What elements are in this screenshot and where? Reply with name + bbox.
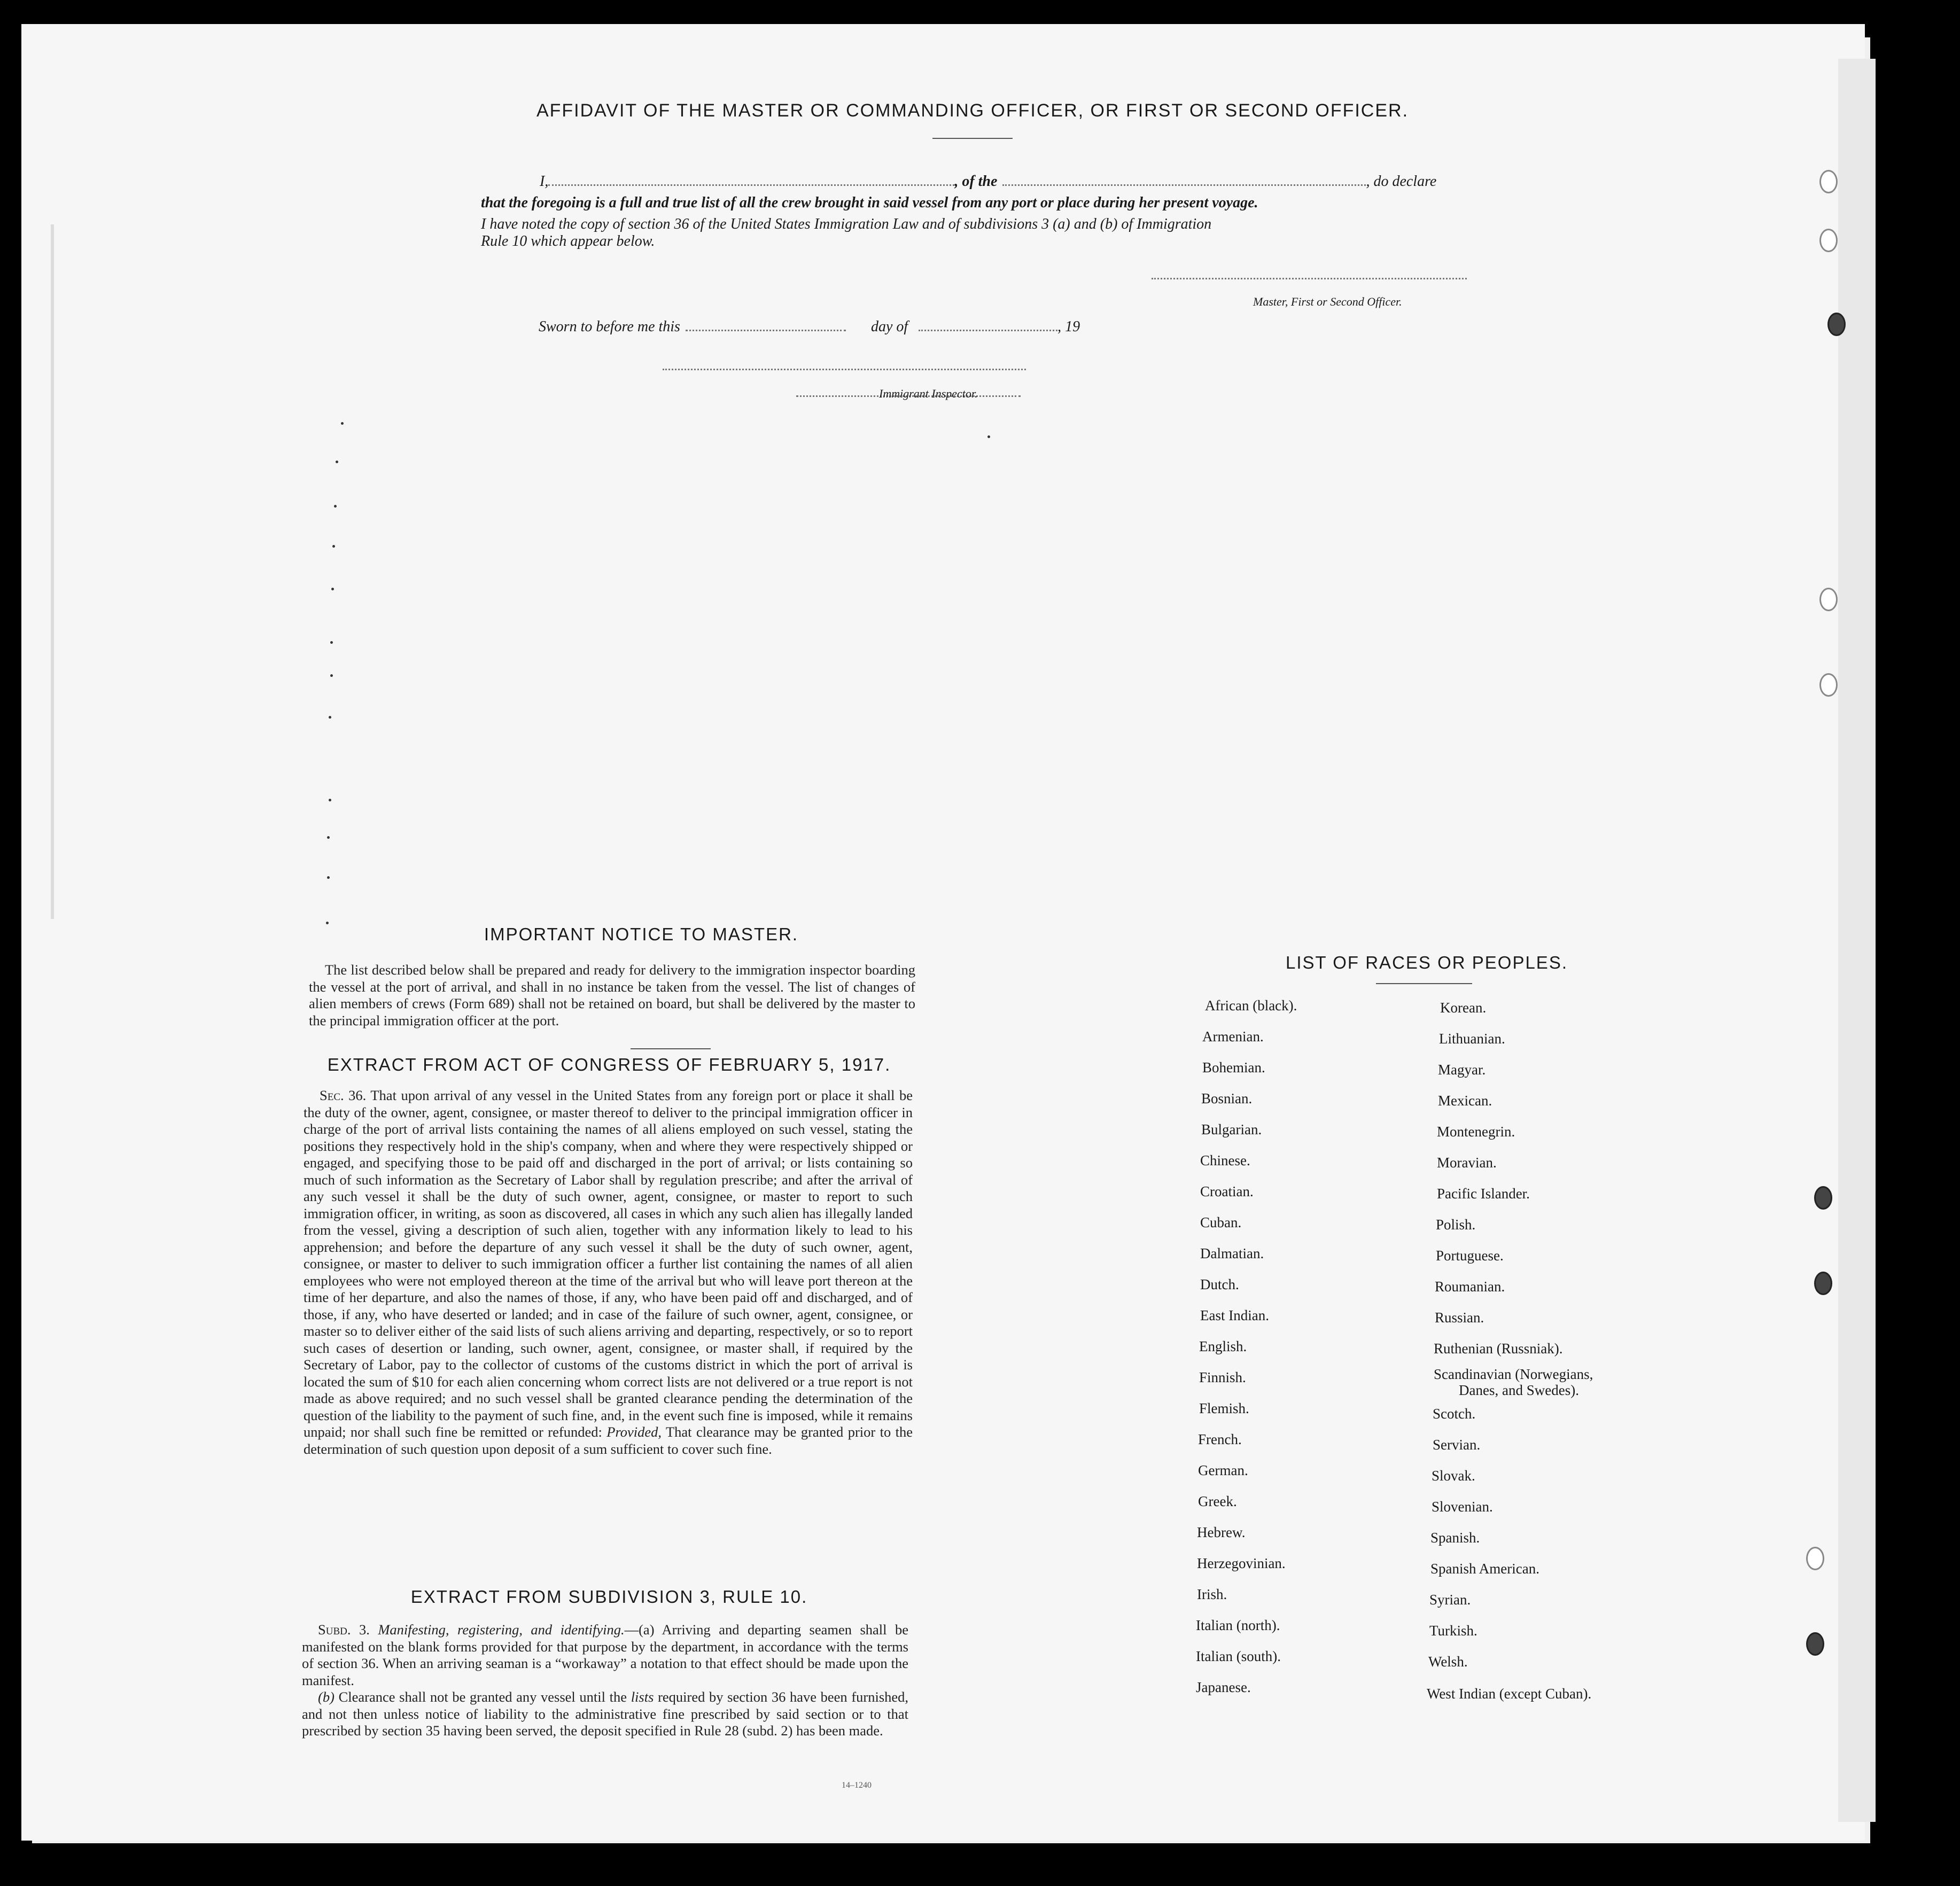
punch-hole	[1827, 313, 1846, 336]
notice-paragraph: The list described below shall be prepared and ready for delivery to the immigration inspector boarding the vessel at the port of arrival, and shall in no instance be taken from the vessel. The list of changes of alien members of crews (Form 689) shall not be retained on board, but shall be delivered by the master to the principal immigration officer at the port.	[309, 962, 915, 1028]
inspector-caption: Immigrant Inspector.	[879, 387, 978, 400]
margin-dot	[326, 922, 329, 924]
sworn-label: Sworn to before me this	[539, 318, 680, 335]
subd-label: Subd. 3.	[318, 1622, 370, 1638]
race-left-item: Flemish.	[1199, 1400, 1249, 1416]
race-left-item: Italian (north).	[1196, 1617, 1280, 1633]
race-left-item: Cuban.	[1200, 1214, 1242, 1230]
race-right-item: Slovenian.	[1432, 1499, 1493, 1515]
margin-dot	[341, 422, 344, 425]
race-left-item: Herzegovinian.	[1197, 1555, 1286, 1571]
subd-b-text-1: Clearance shall not be granted any vessel until the	[338, 1689, 627, 1705]
section-36-paragraph	[304, 1087, 913, 1458]
race-right-item: Servian.	[1433, 1437, 1481, 1453]
title-divider	[932, 138, 1013, 139]
signature-caption: Master, First or Second Officer.	[1253, 295, 1402, 308]
race-left-item: Bohemian.	[1202, 1059, 1265, 1076]
subd-a-paragraph	[302, 1622, 908, 1689]
race-left-item: Japanese.	[1196, 1679, 1251, 1695]
affidavit-declare-label: , do declare	[1366, 173, 1437, 190]
fold-line	[51, 224, 54, 919]
margin-dot	[332, 545, 335, 548]
race-right-item: Syrian.	[1429, 1592, 1471, 1608]
race-left-item: Chinese.	[1200, 1152, 1250, 1168]
notice-heading: IMPORTANT NOTICE TO MASTER.	[484, 924, 799, 944]
affidavit-i-label: I,	[540, 173, 549, 190]
race-right-item: Portuguese.	[1436, 1248, 1504, 1264]
section-divider	[631, 1048, 711, 1049]
sec-36-text-end: That clearance may be granted prior to the determination of such question upon deposit of a sum sufficient to cover such fine.	[304, 1424, 913, 1457]
provided-word: Provided,	[606, 1424, 662, 1440]
race-right-item: Scandinavian (Norwegians,	[1434, 1366, 1593, 1382]
races-title: LIST OF RACES OR PEOPLES.	[1285, 953, 1568, 972]
race-right-item: Montenegrin.	[1437, 1124, 1515, 1140]
act-text	[304, 1087, 913, 1458]
affidavit-line-1	[481, 171, 1485, 192]
vessel-blank	[1002, 184, 1366, 186]
margin-dot	[334, 505, 337, 508]
race-left-item: Dutch.	[1200, 1276, 1239, 1292]
margin-dot	[331, 588, 334, 590]
margin-dot	[336, 461, 338, 463]
punch-hole	[1814, 1186, 1832, 1210]
race-right-item: Danes, and Swedes).	[1459, 1382, 1579, 1398]
act-heading: EXTRACT FROM ACT OF CONGRESS OF FEBRUARY 5, 1917.	[327, 1055, 891, 1074]
punch-hole	[1819, 170, 1838, 193]
punch-hole	[1806, 1632, 1824, 1656]
race-right-item: Welsh.	[1428, 1654, 1468, 1670]
race-left-item: Italian (south).	[1196, 1648, 1281, 1664]
race-right-item: Lithuanian.	[1439, 1031, 1505, 1047]
affidavit-of-the-label: , of the	[954, 173, 998, 190]
affidavit-line-4: Rule 10 which appear below.	[481, 233, 655, 250]
race-right-item: Slovak.	[1432, 1468, 1475, 1484]
race-left-item: English.	[1199, 1338, 1247, 1354]
race-left-item: Bulgarian.	[1201, 1121, 1262, 1137]
affidavit-title: AFFIDAVIT OF THE MASTER OR COMMANDING OFFICER, OR FIRST OR SECOND OFFICER.	[536, 100, 1409, 121]
punch-hole	[1819, 588, 1838, 611]
races-title-divider	[1376, 983, 1472, 984]
notice-text	[309, 962, 915, 1029]
subd-a-text: —(a) Arriving and departing seamen shall be manifested on the blank forms provided for that purpose by the department, in accordance with the terms of section 36. When an arriving seaman is a “workaway” a notation to that effect should be made upon the manifest.	[302, 1622, 909, 1688]
form-number: 14–1240	[842, 1781, 872, 1790]
margin-dot	[330, 674, 333, 677]
race-left-item: Armenian.	[1202, 1028, 1264, 1045]
sworn-line	[539, 316, 1543, 338]
document-page	[21, 24, 1865, 1841]
punch-hole	[1814, 1272, 1832, 1295]
punch-hole	[1819, 673, 1838, 697]
race-right-item: Korean.	[1440, 1000, 1487, 1016]
race-left-item: Finnish.	[1199, 1369, 1246, 1385]
rule-text	[302, 1622, 908, 1740]
punch-hole	[1819, 229, 1838, 252]
subd-b-paragraph	[302, 1689, 908, 1740]
affidavit-line-3: I have noted the copy of section 36 of the United States Immigration Law and of subdivisions 3 (a) and (b) of Immigration	[481, 216, 1212, 232]
race-left-item: Irish.	[1197, 1586, 1227, 1602]
month-blank	[919, 330, 1057, 331]
race-right-item: Moravian.	[1437, 1155, 1497, 1171]
race-right-item: Turkish.	[1429, 1623, 1477, 1639]
day-of-label: day of	[870, 318, 908, 335]
race-left-item: Hebrew.	[1197, 1524, 1246, 1540]
name-blank	[548, 184, 954, 186]
race-right-item: Roumanian.	[1435, 1279, 1505, 1295]
race-right-item: Spanish.	[1430, 1530, 1480, 1546]
rule-heading: EXTRACT FROM SUBDIVISION 3, RULE 10.	[410, 1587, 808, 1607]
inspector-blank	[663, 369, 1026, 370]
race-right-item: Mexican.	[1438, 1093, 1492, 1109]
race-left-item: Dalmatian.	[1200, 1245, 1264, 1261]
punch-hole	[1806, 1547, 1824, 1570]
race-right-item: Pacific Islander.	[1437, 1186, 1530, 1202]
race-right-item: Polish.	[1436, 1217, 1476, 1233]
race-right-item: Scotch.	[1433, 1406, 1476, 1422]
subd-b-label: (b)	[318, 1689, 335, 1705]
sec-36-text: That upon arrival of any vessel in the United States from any foreign port or place it shall be the duty of the owner, agent, consignee, or master thereof to deliver to the principal immigration officer in charge of the port of arrival lists containing the names of all aliens employed on such vessel, stating the positions they respectively hold in the ship's company, when and where they were respectively shipped or engaged, and specifying those to be paid off and discharged in the port of arrival; or lists containing so much of such information as the Secretary of Labor shall by regulation prescribe; and after the arrival of any such vessel it shall be the duty of such owner, agent, consignee, or master to report to such immigration officer, in writing, as soon as discovered, all cases in which any such alien has illegally landed from the vessel, giving a description of such alien, together with any information likely to lead to his apprehension; and before the departure of any such vessel it shall be the duty of such owner, agent, consignee, or master to deliver to such immigration officer a further list containing the names of all alien employees who were not employed thereon at the time of the arrival but who will leave port thereon at the time of her departure, and also the names of those, if any, who have been paid off and discharged, and of those, if any, who have deserted or landed; and in case of the failure of such owner, agent, consignee, or master so to deliver either of the said lists of such aliens arriving and departing, respectively, or so to report such cases of desertion or landing, such owner, agent, consignee, or master shall, if required by the Secretary of Labor, pay to the collector of customs of the customs district in which the port of arrival is located the sum of $10 for each alien concerning whom correct lists are not delivered or a true report is not made as above required; and no such vessel shall be granted clearance pending the determination of the question of the liability to the payment of such fine, and, in the event such fine is imposed, while it remains unpaid; nor shall such fine be remitted or refunded:	[304, 1087, 913, 1440]
margin-dot	[329, 716, 331, 719]
race-left-item: Bosnian.	[1201, 1090, 1253, 1106]
race-right-item: Russian.	[1435, 1310, 1484, 1326]
race-right-item: West Indian (except Cuban).	[1427, 1686, 1592, 1702]
lists-word: lists	[631, 1689, 654, 1705]
race-left-item: African (black).	[1205, 997, 1297, 1014]
margin-dot	[329, 799, 331, 801]
margin-dot	[327, 836, 330, 839]
race-left-item: German.	[1198, 1462, 1248, 1478]
margin-dot	[327, 876, 330, 879]
margin-dot	[987, 435, 990, 438]
margin-dot	[330, 641, 333, 644]
race-left-item: Croatian.	[1200, 1183, 1254, 1199]
race-left-item: Greek.	[1198, 1493, 1237, 1509]
subd-b-text-2: required by section 36 have been furnished, and not then unless notice of liability to the administrative fine prescribed by said section or to that prescribed by section 35 having been served, the deposit specified in Rule 28 (subd. 2) has been made.	[302, 1689, 909, 1739]
subd-title: Manifesting, registering, and identifying.	[378, 1622, 625, 1638]
year-label: , 19	[1057, 318, 1080, 335]
race-left-item: French.	[1198, 1431, 1242, 1447]
race-right-item: Ruthenian (Russniak).	[1434, 1341, 1563, 1357]
sec-label: Sec. 36.	[320, 1087, 367, 1103]
race-right-item: Spanish American.	[1430, 1561, 1539, 1577]
race-left-item: East Indian.	[1200, 1307, 1269, 1323]
affidavit-line-2: that the foregoing is a full and true list of all the crew brought in said vessel from any port or place during her present voyage.	[481, 194, 1258, 211]
signature-blank	[1152, 278, 1467, 279]
sworn-day-blank	[686, 330, 846, 331]
race-right-item: Magyar.	[1438, 1062, 1486, 1078]
